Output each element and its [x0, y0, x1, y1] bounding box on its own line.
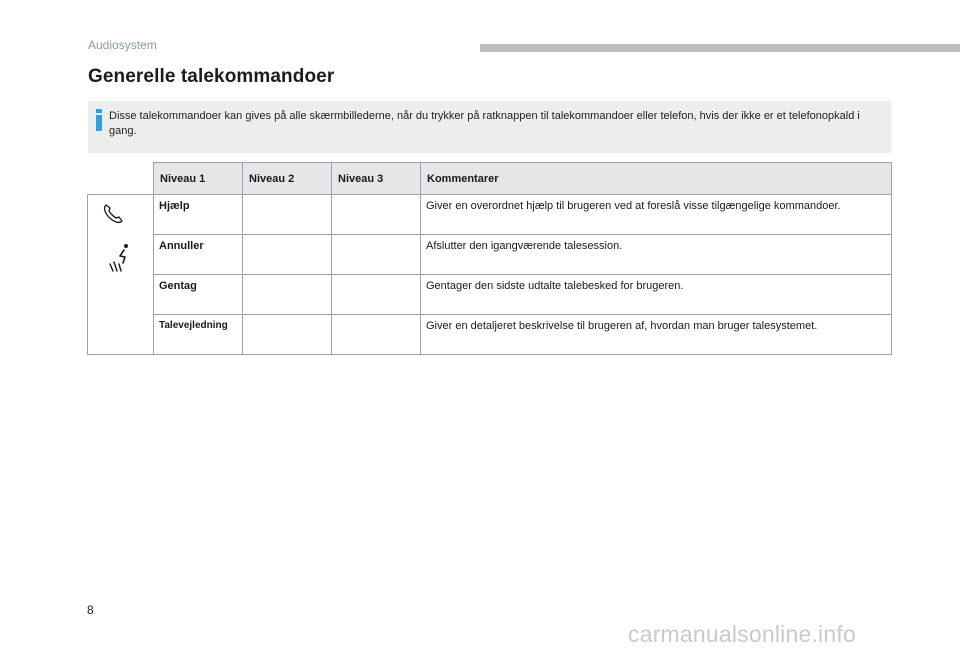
command-help: Hjælp	[154, 195, 243, 235]
comment-voice-guidance: Giver en detaljeret beskrivelse til brugeren af, hvordan man bruger talesystemet.	[421, 315, 892, 355]
info-text: Disse talekommandoer kan gives på alle skærmbillederne, når du trykker på ratknappen til talekommandoer eller telefon, hvis der ikke er et telefonopkald i gang.	[109, 110, 860, 137]
page-title: Generelle talekommandoer	[88, 66, 335, 87]
column-header-comments: Kommentarer	[421, 163, 892, 195]
table-row	[88, 275, 892, 315]
column-header-level3: Niveau 3	[332, 163, 421, 195]
watermark: carmanualsonline.info	[628, 621, 856, 647]
comment-cancel: Afslutter den igangværende talesession.	[421, 235, 892, 275]
table-header-blank	[88, 163, 154, 195]
command-voice-guidance: Talevejledning	[154, 315, 243, 355]
cell-level3	[332, 275, 421, 315]
voice-command-icon	[108, 242, 132, 272]
info-icon	[96, 109, 102, 131]
comment-repeat: Gentager den sidste udtalte talebesked for brugeren.	[421, 275, 892, 315]
page-number: 8	[87, 603, 94, 617]
column-header-level1: Niveau 1	[154, 163, 243, 195]
cell-level2	[243, 195, 332, 235]
comment-help: Giver en overordnet hjælp til brugeren ved at foreslå visse tilgængelige kommandoer.	[421, 195, 892, 235]
section-label: Audiosystem	[88, 38, 157, 52]
table-row	[88, 235, 892, 275]
table-row	[88, 315, 892, 355]
command-repeat: Gentag	[154, 275, 243, 315]
column-header-level2: Niveau 2	[243, 163, 332, 195]
table-row	[88, 195, 892, 235]
info-box	[88, 101, 891, 153]
command-cancel: Annuller	[154, 235, 243, 275]
icon-cell	[88, 195, 154, 355]
phone-icon	[102, 203, 124, 225]
cell-level3	[332, 195, 421, 235]
table-header-row	[88, 163, 892, 195]
cell-level2	[243, 235, 332, 275]
cell-level3	[332, 235, 421, 275]
header-bar	[480, 44, 960, 52]
cell-level2	[243, 275, 332, 315]
commands-table	[87, 162, 892, 355]
cell-level3	[332, 315, 421, 355]
cell-level2	[243, 315, 332, 355]
